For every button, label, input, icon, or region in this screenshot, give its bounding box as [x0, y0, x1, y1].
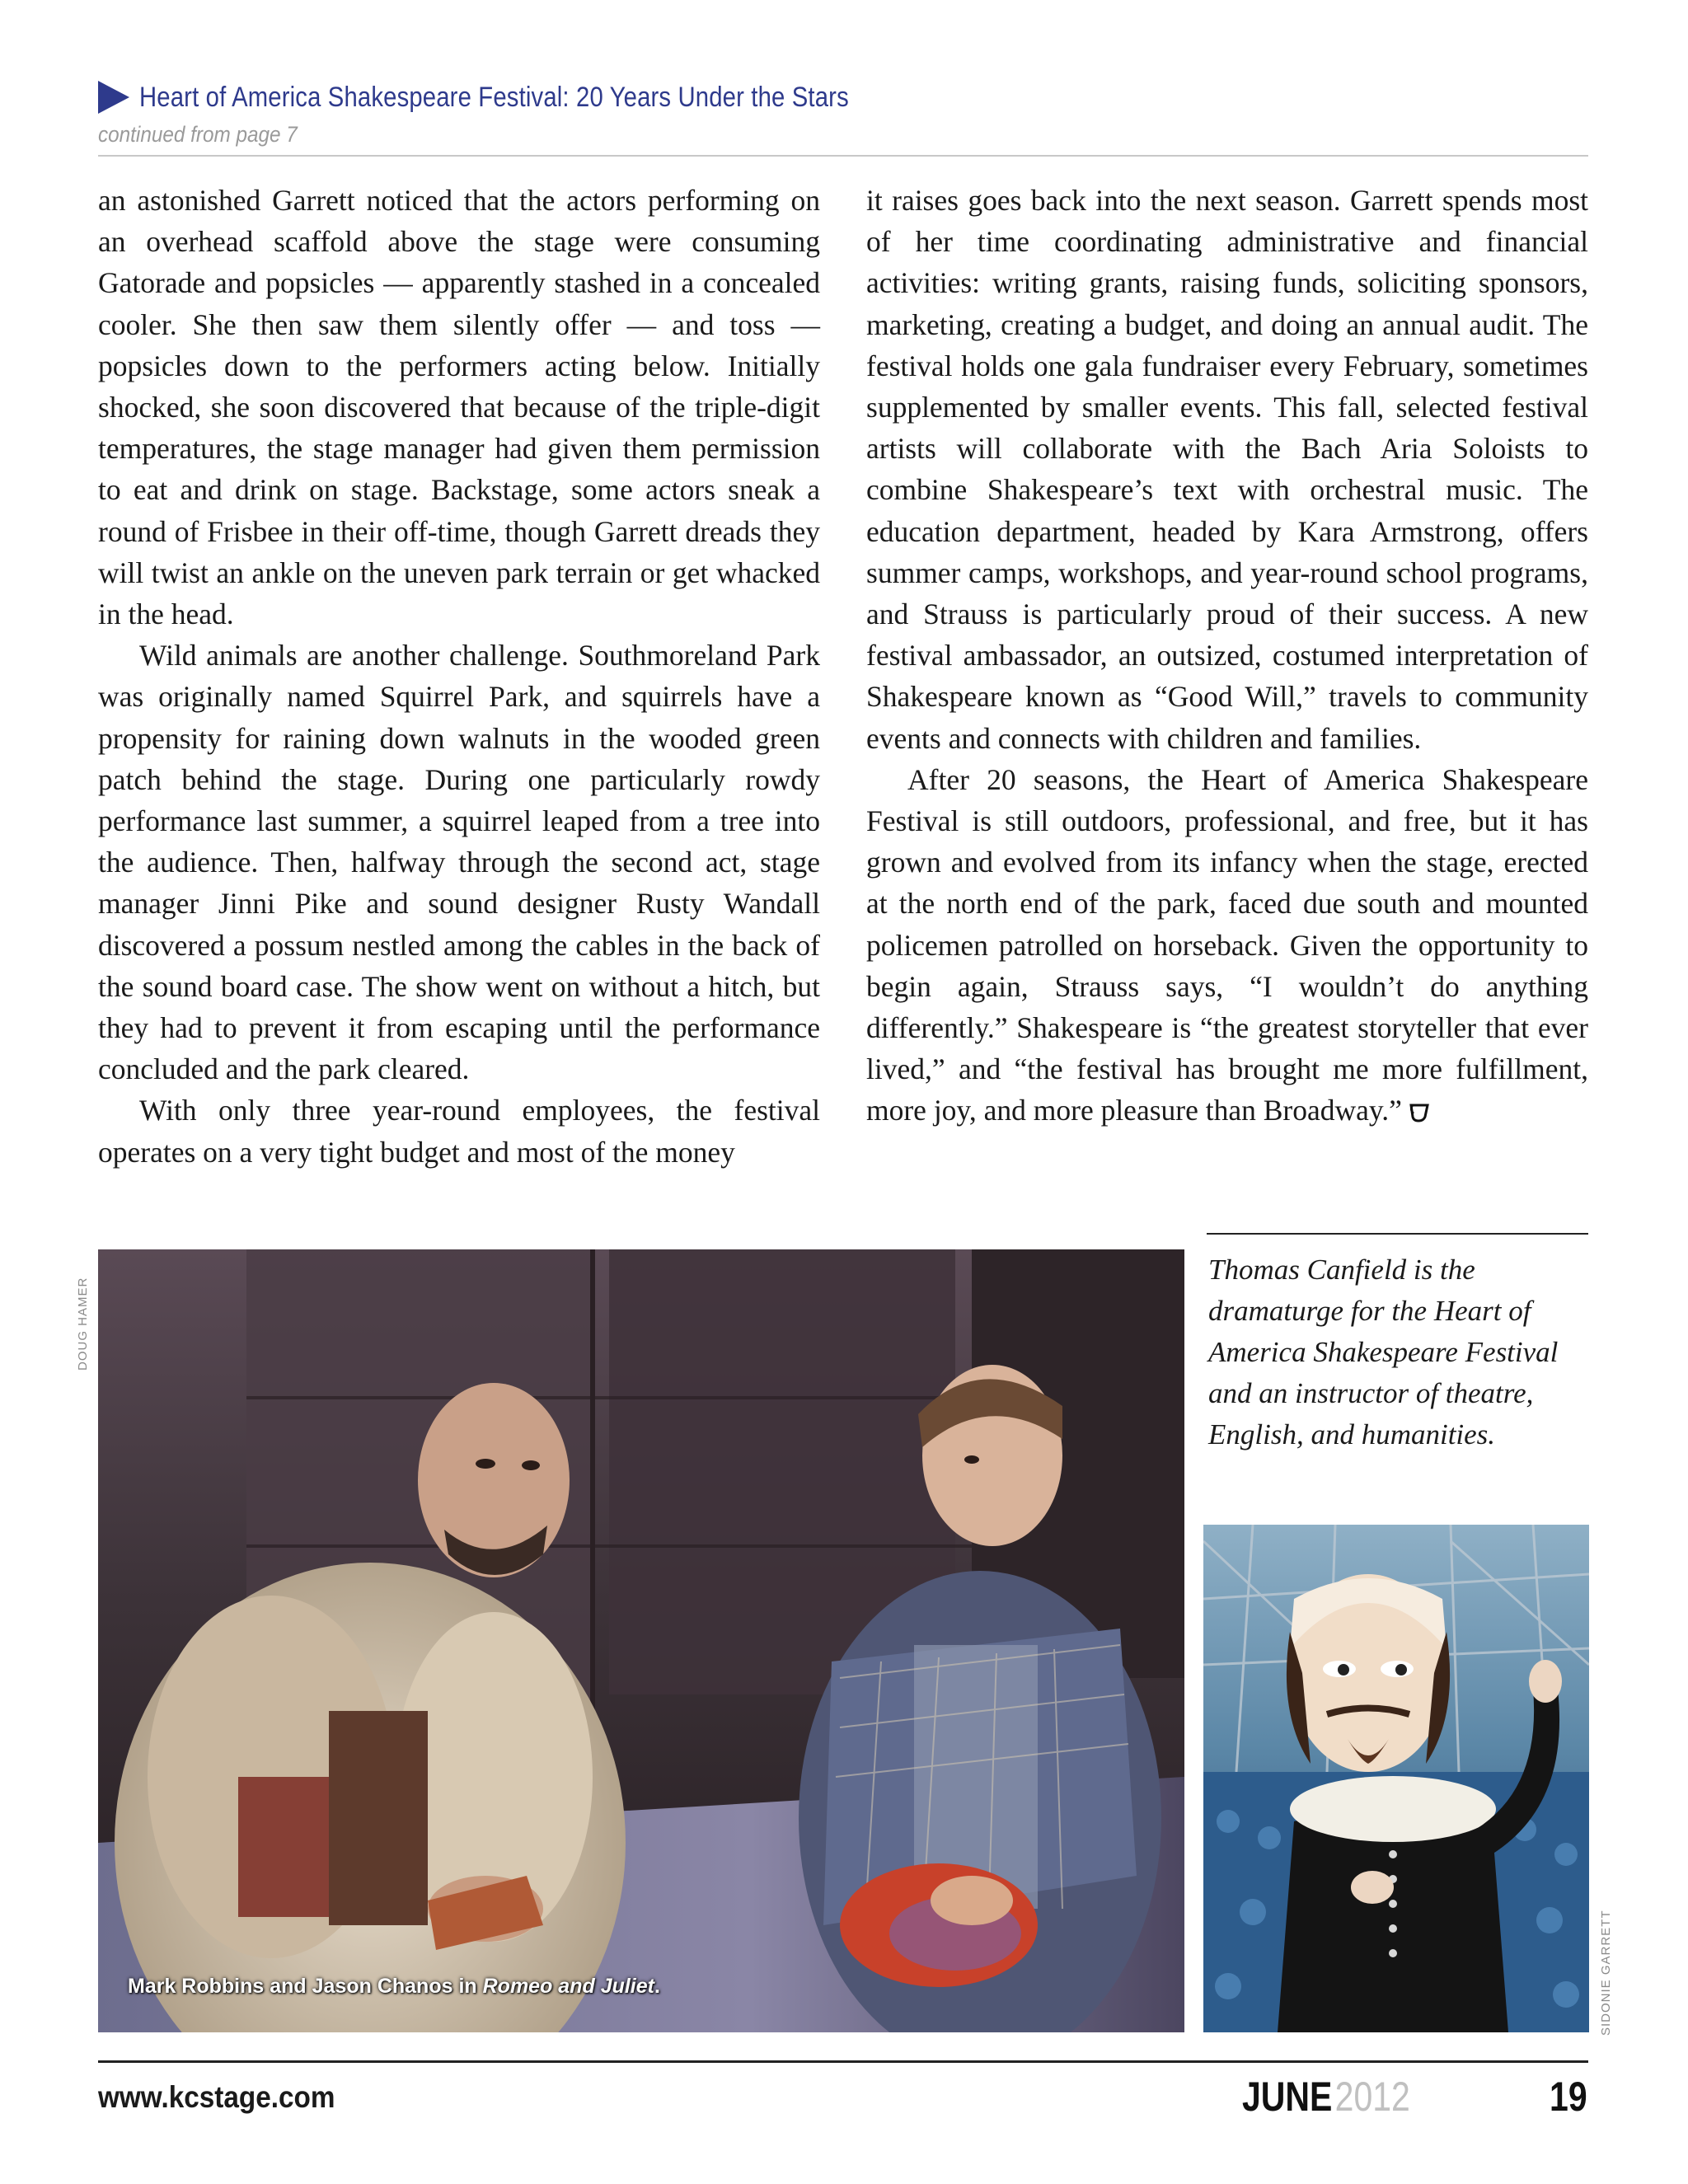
footer-divider — [98, 2060, 1588, 2063]
footer-issue-date — [1242, 2073, 1410, 2121]
header-title: Heart of America Shakespeare Festival: 20 Years Under the Stars — [139, 81, 849, 113]
paragraph: an astonished Garrett noticed that the actors performing on an overhead scaffold above the stage were consuming Gatorade and popsicles — apparently stashed in a concealed cooler. She then saw them silently offer — and toss — popsicles down to the performers acting below. Initially shocked, she soon discovered that because of the triple-digit temperatures, the stage manager had given them permission to eat and drink on stage. Backstage, some actors sneak a round of Frisbee in their off-time, though Garrett dreads they will twist an ankle on the uneven park terrain or get whacked in the head. — [98, 184, 820, 631]
article-column-1 — [98, 180, 820, 1173]
photo-caption — [128, 1975, 660, 1999]
caption-end: . — [654, 1975, 660, 1998]
paragraph: Wild animals are another challenge. Southmoreland Park was originally named Squirrel Park, and squirrels have a propensity for raining down walnuts in the wooded green patch behind the stage. During one particularly rowdy performance last summer, a squirrel leaped from a tree into the audience. Then, halfway through the second act, stage manager Jinni Pike and sound designer Rusty Wandall discovered a possum nestled among the cables in the back of the sound board case. The show went on without a hitch, but they had to prevent it from escaping until the performance concluded and the park cleared. — [98, 639, 820, 1086]
stage-photo-illustration — [98, 1249, 1184, 2032]
header-divider — [98, 155, 1588, 157]
footer-year: 2012 — [1334, 2074, 1410, 2120]
author-bio: Thomas Canfield is the dramaturge for the Heart of America Shakespeare Festival and an instructor of theatre, English, and humanities. — [1208, 1254, 1559, 1451]
mascot-illustration — [1203, 1525, 1589, 2032]
page-number: 19 — [1550, 2074, 1587, 2120]
bio-divider — [1207, 1233, 1588, 1235]
paragraph: it raises goes back into the next season. Garrett spends most of her time coordinating administrative and financial activities: writing grants, raising funds, soliciting sponsors, marketing, creating a budget, and doing an annual audit. The festival holds one gala fundraiser every February, sometimes supplemented by smaller events. This fall, selected festival artists will collaborate with the Bach Aria Soloists to combine Shakespeare’s text with orchestral music. The education department, headed by Kara Armstrong, offers summer camps, workshops, and year-round school programs, and Strauss is particularly proud of their success. A new festival ambassador, an outsized, costumed interpretation of Shakespeare known as “Good Will,” travels to community events and connects with children and families. — [866, 184, 1588, 755]
caption-text: Mark Robbins and Jason Chanos in — [128, 1975, 483, 1998]
continued-from: continued from page 7 — [98, 122, 298, 147]
running-header — [98, 76, 1588, 157]
paragraph: After 20 seasons, the Heart of America Shakespeare Festival is still outdoors, professional, and free, but it has grown and evolved from its infancy when the stage, erected at the north end of the park, faced due south and mounted policemen patrolled on horseback. Given the opportunity to begin again, Strauss says, “I wouldn’t do anything differently.” Shakespeare is “the greatest storyteller that ever lived,” and “the festival has brought me more fulfillment, more joy, and more pleasure than Broadway.” — [866, 762, 1588, 1127]
play-arrow-icon — [98, 81, 129, 114]
header-title-row — [98, 76, 1588, 119]
main-photo — [98, 1249, 1184, 2032]
paragraph-last — [866, 759, 1588, 1132]
caption-play-title: Romeo and Juliet — [482, 1975, 654, 1998]
footer-url: www.kcstage.com — [98, 2080, 335, 2114]
paragraph: With only three year-round employees, the festival operates on a very tight budget and most of the money — [98, 1094, 820, 1169]
photo-credit-main: DOUG HAMER — [76, 1277, 90, 1371]
photo-credit-side: SIDONIE GARRETT — [1599, 1910, 1613, 2036]
end-mark-icon — [1409, 1103, 1430, 1122]
footer-month: JUNE — [1242, 2074, 1333, 2120]
article-column-2 — [866, 180, 1588, 1132]
side-photo — [1203, 1525, 1589, 2032]
